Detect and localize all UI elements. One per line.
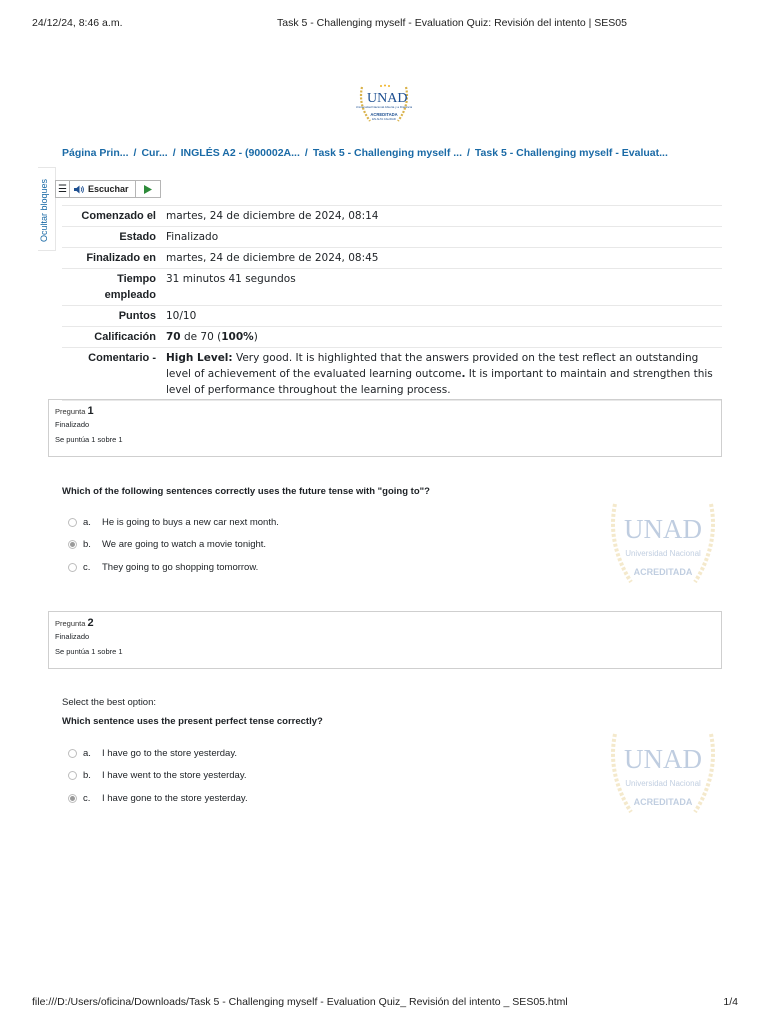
points-value: 10/10 (162, 306, 722, 327)
speaker-icon (74, 185, 85, 194)
answer-text: I have went to the store yesterday. (102, 770, 247, 782)
unad-logo[interactable] (356, 83, 412, 127)
answer-letter: a. (83, 747, 91, 759)
summary-row-state (62, 227, 722, 248)
answer-option[interactable] (68, 787, 248, 810)
state-label: Estado (62, 227, 162, 248)
svg-text:Universidad Nacional: Universidad Nacional (625, 779, 701, 788)
summary-row-time (62, 269, 722, 306)
question-info-2 (48, 611, 722, 669)
radio-button-selected[interactable] (68, 794, 77, 803)
radio-button[interactable] (68, 771, 77, 780)
answer-letter: b. (83, 539, 91, 551)
question-number (55, 405, 715, 417)
breadcrumb-separator: / (304, 147, 308, 159)
radio-button[interactable] (68, 749, 77, 758)
attempt-summary-table (62, 205, 722, 401)
print-file-path: file:///D:/Users/oficina/Downloads/Task 5 - Challenging myself - Evaluation Quiz_ Revisión del intento _ SES05.html (32, 996, 568, 1008)
print-datetime: 24/12/24, 8:46 a.m. (32, 17, 123, 29)
answer-text: I have go to the store yesterday. (102, 747, 238, 759)
question-state: Finalizado (55, 632, 90, 641)
started-value: martes, 24 de diciembre de 2024, 08:14 (162, 206, 722, 227)
svg-text:UNAD: UNAD (624, 514, 702, 544)
answer-list-2 (68, 742, 248, 810)
summary-row-points (62, 306, 722, 327)
question-number-label: Pregunta (55, 407, 86, 416)
question-grade: Se puntúa 1 sobre 1 (55, 435, 123, 444)
question-number-label: Pregunta (55, 619, 86, 628)
svg-text:UNAD: UNAD (624, 744, 702, 774)
comment-text-1: Very good. It is highlighted that the answers provided on the test reflect an outstanding level of achievement of the evaluated learning outcome (166, 352, 699, 380)
logo-u: UNAD (367, 91, 408, 106)
answer-letter: c. (83, 792, 91, 804)
listen-label: Escuchar (88, 184, 129, 194)
answer-text: They going to go shopping tomorrow. (102, 561, 259, 573)
breadcrumb-separator: / (467, 147, 470, 159)
svg-text:ACREDITADA: ACREDITADA (633, 567, 693, 577)
question-pretext-2: Select the best option: (62, 697, 157, 708)
comment-text-2: It is important to maintain and strengthen this level of performance throughout the learning process. (166, 368, 713, 396)
question-number-value: 1 (87, 405, 94, 417)
summary-row-finished (62, 248, 722, 269)
svg-text:Universidad Nacional: Universidad Nacional (625, 549, 701, 558)
print-page-number: 1/4 (723, 996, 738, 1008)
question-info-1 (48, 399, 722, 457)
points-label: Puntos (62, 306, 162, 327)
comment-value (162, 348, 722, 401)
grade-label: Calificación (62, 327, 162, 348)
question-number-value: 2 (87, 617, 94, 629)
grade-score: 70 (166, 331, 181, 343)
comment-lead: High Level: (166, 352, 233, 364)
summary-row-started (62, 206, 722, 227)
breadcrumb-course[interactable]: INGLÉS A2 - (900002A... (180, 147, 300, 159)
comment-label: Comentario - (62, 348, 162, 401)
question-text-1: Which of the following sentences correctly uses the future tense with "going to"? (62, 486, 430, 497)
answer-list-1 (68, 511, 279, 579)
answer-option[interactable] (68, 742, 248, 765)
grade-percent: 100% (221, 331, 254, 343)
grade-of: de 70 ( (180, 331, 222, 343)
logo-badge-sub: EN ALTA CALIDAD (372, 117, 396, 121)
answer-option[interactable] (68, 511, 279, 534)
breadcrumb-separator: / (133, 147, 137, 159)
unad-watermark (607, 728, 719, 820)
answer-letter: c. (83, 561, 91, 573)
breadcrumb (62, 147, 728, 159)
print-page-title: Task 5 - Challenging myself - Evaluation Quiz: Revisión del intento | SES05 (277, 17, 627, 29)
breadcrumb-courses[interactable]: Cur... (141, 147, 168, 159)
hide-blocks-toggle[interactable] (38, 167, 56, 251)
print-header (32, 17, 736, 31)
radio-button[interactable] (68, 518, 77, 527)
logo-badge: ACREDITADA (370, 112, 398, 117)
menu-icon[interactable]: ☰ (56, 181, 70, 197)
answer-text: He is going to buys a new car next month. (102, 516, 279, 528)
summary-row-grade (62, 327, 722, 348)
answer-text: We are going to watch a movie tonight. (102, 539, 267, 551)
breadcrumb-activity[interactable]: Task 5 - Challenging myself ... (312, 147, 462, 159)
finished-value: martes, 24 de diciembre de 2024, 08:45 (162, 248, 722, 269)
listen-button[interactable] (70, 181, 136, 197)
started-label: Comenzado el (62, 206, 162, 227)
svg-text:ACREDITADA: ACREDITADA (633, 797, 693, 807)
hide-blocks-label: Ocultar bloques (39, 178, 49, 242)
radio-button-selected[interactable] (68, 540, 77, 549)
finished-label: Finalizado en (62, 248, 162, 269)
logo-subtitle: Universidad Nacional Abierta y a Distancia (356, 105, 412, 109)
time-label: Tiempo empleado (62, 269, 162, 306)
grade-close: ) (253, 331, 258, 343)
time-value: 31 minutos 41 segundos (162, 269, 722, 306)
play-icon (144, 185, 152, 194)
summary-row-comment (62, 348, 722, 401)
answer-text: I have gone to the store yesterday. (102, 792, 248, 804)
radio-button[interactable] (68, 563, 77, 572)
question-text-2: Which sentence uses the present perfect tense correctly? (62, 716, 323, 727)
answer-option[interactable] (68, 534, 279, 557)
answer-option[interactable] (68, 556, 279, 579)
answer-letter: b. (83, 770, 91, 782)
state-value: Finalizado (162, 227, 722, 248)
question-state: Finalizado (55, 420, 90, 429)
play-button[interactable] (136, 181, 160, 197)
answer-option[interactable] (68, 765, 248, 788)
question-number (55, 617, 715, 629)
breadcrumb-current[interactable]: Task 5 - Challenging myself - Evaluat... (474, 147, 668, 159)
breadcrumb-separator: / (172, 147, 176, 159)
breadcrumb-home[interactable]: Página Prin... (62, 147, 129, 159)
question-grade: Se puntúa 1 sobre 1 (55, 647, 123, 656)
answer-letter: a. (83, 516, 91, 528)
listen-toolbar (55, 180, 161, 198)
unad-watermark (607, 498, 719, 590)
grade-value (162, 327, 722, 348)
comment-dot: . (461, 368, 466, 380)
